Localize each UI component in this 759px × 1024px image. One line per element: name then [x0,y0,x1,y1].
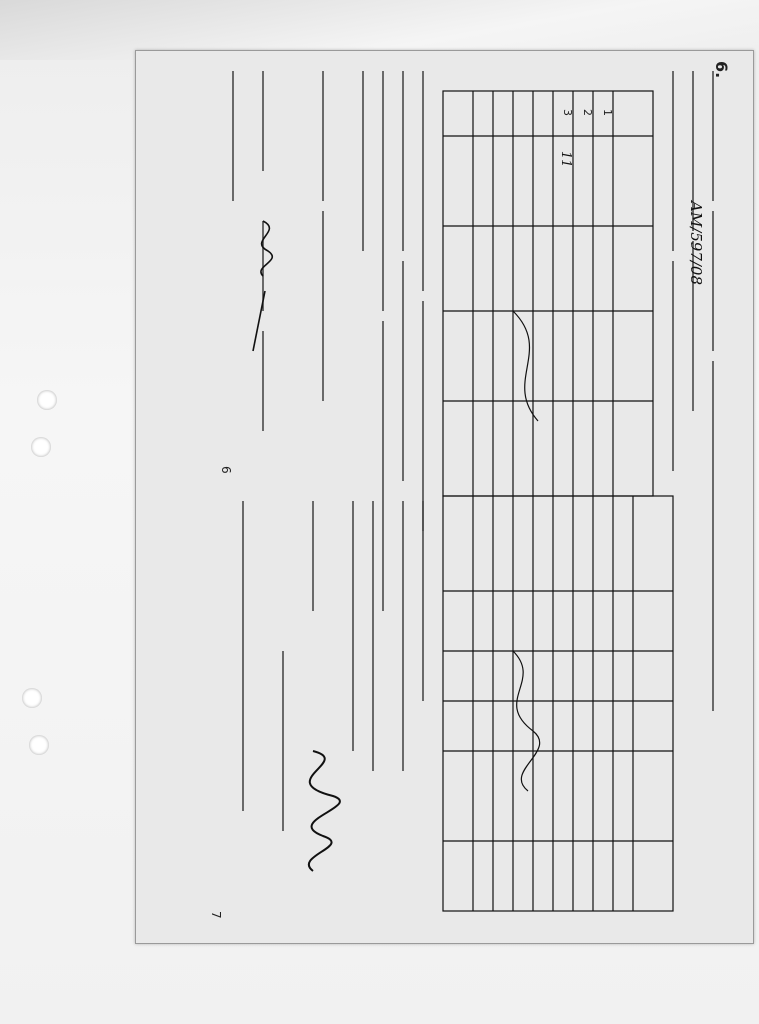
form-page-right-half [136,51,753,943]
punch-hole [31,437,51,457]
scanned-form-sheet [135,50,754,944]
row-marker-2: 2 [581,109,594,116]
signature-scribble [309,751,340,871]
handwritten-reference-number: AM/597/08 [687,201,705,286]
punch-hole [29,735,49,755]
rotated-form-content [136,51,753,943]
row-marker-1: 1 [601,109,614,116]
page-number-left-half: 6 [219,466,233,474]
punch-hole [37,390,57,410]
property-table [443,496,673,911]
page-number-right-half: 7 [209,911,223,919]
punch-hole [22,688,42,708]
ditto-mark: 11 [558,151,573,168]
document-strokes-right [136,51,753,943]
row-marker-3: 3 [561,109,574,116]
section-heading-number: 6. [712,61,731,79]
